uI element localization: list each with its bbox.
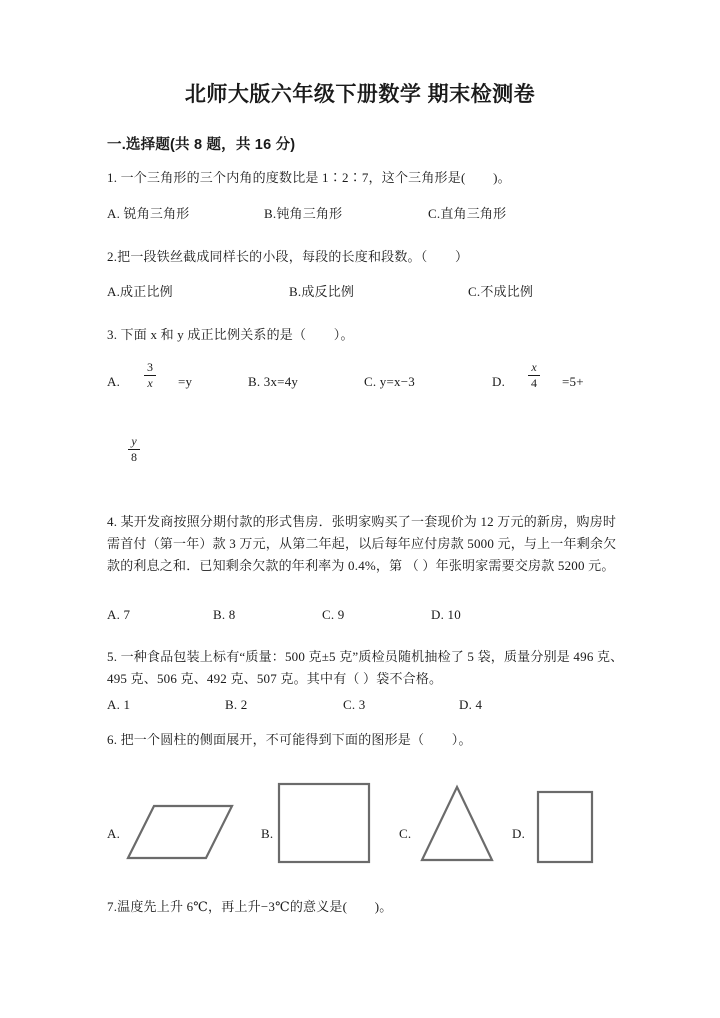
question-5-stem: 5. 一种食品包装上标有“质量：500 克±5 克”质检员随机抽检了 5 袋，质量分别是 496 克、495 克、506 克、492 克、507 克。其中有（ ）袋不合格。 [107,649,624,686]
fraction-denominator: 8 [131,449,137,464]
question-3-option-a-fraction [144,361,156,389]
question-3-option-d-tail: =5+ [562,374,584,389]
question-5-option-b[interactable]: B. 2 [225,697,248,712]
question-1-stem: 1. 一个三角形的三个内角的度数比是 1∶2∶7，这个三角形是( )。 [107,170,511,185]
parallelogram-shape-icon [126,802,238,864]
triangle-shape-icon [418,784,496,864]
question-4-stem: 4. 某开发商按照分期付款的形式售房．张明家购买了一套现价为 12 万元的新房，购房时需首付（第一年）款 3 万元，从第二年起，以后每年应付房款 5000 元，与上一年剩余欠款的利息之和．已知剩余欠款的年利率为 0.4%，第 （ ）年张明家需要交房款 5200 元。 [107,514,617,573]
question-2-option-c[interactable]: C.不成比例 [468,284,534,299]
question-2-stem: 2.把一段铁丝截成同样长的小段，每段的长度和段数。（ ） [107,249,469,264]
question-1-option-c[interactable]: C.直角三角形 [428,206,507,221]
question-1-option-b[interactable]: B.钝角三角形 [264,206,343,221]
question-4-option-c[interactable]: C. 9 [322,607,345,622]
question-4-option-d[interactable]: D. 10 [431,607,461,622]
section-heading-multiple-choice: 一.选择题(共 8 题，共 16 分) [107,137,296,153]
fraction-denominator: 4 [531,375,537,390]
question-6-option-d-label[interactable]: D. [512,826,526,841]
fraction-numerator: y [128,435,140,450]
question-6-stem: 6. 把一个圆柱的侧面展开，不可能得到下面的图形是（ ）。 [107,732,472,747]
question-6-option-b-label[interactable]: B. [261,826,274,841]
question-6-option-a-label[interactable]: A. [107,826,121,841]
fraction-numerator: x [528,361,540,376]
question-4-option-b[interactable]: B. 8 [213,607,236,622]
question-3-continuation-fraction [128,435,140,463]
question-3-option-d-label[interactable]: D. [492,374,506,389]
question-2-option-b[interactable]: B.成反比例 [289,284,355,299]
question-3-option-c[interactable]: C. y=x−3 [364,374,415,389]
question-3-option-b[interactable]: B. 3x=4y [248,374,299,389]
fraction-numerator: 3 [144,361,156,376]
fraction-denominator: x [147,375,153,390]
question-5-option-c[interactable]: C. 3 [343,697,366,712]
question-3-stem: 3. 下面 x 和 y 成正比例关系的是（ ）。 [107,327,354,342]
rectangle-shape-icon [536,790,596,866]
question-7-stem: 7.温度先上升 6℃，再上升−3℃的意义是( )。 [107,899,393,914]
question-4-option-a[interactable]: A. 7 [107,607,131,622]
question-3-option-d-fraction [528,361,540,389]
page-title: 北师大版六年级下册数学 期末检测卷 [184,83,536,106]
question-2-option-a[interactable]: A.成正比例 [107,284,173,299]
question-3-option-a-tail: =y [178,374,193,389]
question-5-option-a[interactable]: A. 1 [107,697,131,712]
square-shape-icon [277,782,375,866]
question-1-option-a[interactable]: A. 锐角三角形 [107,206,190,221]
question-5-option-d[interactable]: D. 4 [459,697,483,712]
question-3-option-a-label[interactable]: A. [107,374,121,389]
question-6-option-c-label[interactable]: C. [399,826,412,841]
